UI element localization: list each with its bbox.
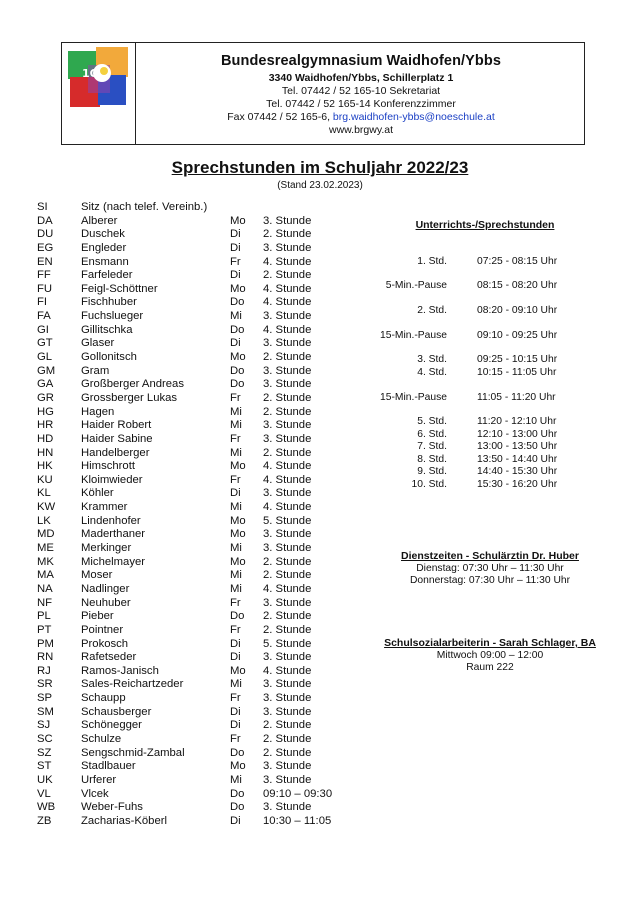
teacher-code: SJ (37, 719, 51, 732)
teacher-code: UK (37, 773, 53, 786)
teacher-code: DA (37, 214, 53, 227)
schedule-period: 9. Std. (417, 466, 447, 477)
teacher-row (37, 542, 357, 556)
teacher-row (37, 678, 357, 692)
teacher-day: Mi (230, 310, 242, 323)
teacher-name: Grossberger Lukas (81, 391, 178, 404)
schedule-time: 11:20 - 12:10 Uhr (477, 416, 557, 427)
teacher-day: Di (230, 228, 241, 241)
teacher-row (37, 597, 357, 611)
teacher-day: Di (230, 651, 241, 664)
schedule-period: 8. Std. (417, 454, 447, 465)
email-link[interactable]: brg.waidhofen-ybbs@noeschule.at (332, 111, 495, 123)
teacher-time: 4. Stunde (263, 282, 312, 295)
teacher-code: GM (37, 364, 56, 377)
teacher-day: Do (230, 801, 245, 814)
teacher-name: Alberer (81, 214, 118, 227)
teacher-name: Urferer (81, 773, 117, 786)
schedule-period: 5. Std. (417, 416, 447, 427)
teacher-name: Haider Sabine (81, 432, 153, 445)
teacher-day: Mo (230, 528, 246, 541)
teacher-day: Fr (230, 623, 241, 636)
teacher-code: SP (37, 692, 53, 705)
teacher-row (37, 665, 357, 679)
teacher-time: 3. Stunde (263, 419, 312, 432)
teacher-time: 3. Stunde (263, 310, 312, 323)
teacher-code: SI (37, 201, 48, 213)
teacher-row (37, 392, 357, 406)
doctor-line: Donnerstag: 07:30 Uhr – 11:30 Uhr (409, 575, 571, 586)
teacher-time: 3. Stunde (263, 378, 312, 391)
teacher-row (37, 283, 357, 297)
teacher-name: Farfeleder (81, 269, 133, 282)
social-worker-line: Raum 222 (466, 662, 514, 673)
teacher-code: GR (37, 391, 54, 404)
teacher-day: Mi (230, 678, 242, 691)
teacher-day: Mi (230, 542, 242, 555)
doctor-title: Dienstzeiten - Schulärztin Dr. Huber (401, 550, 579, 562)
teacher-day: Mo (230, 760, 246, 773)
teacher-row (37, 406, 357, 420)
teacher-day: Do (230, 364, 245, 377)
teacher-day: Fr (230, 732, 241, 745)
teacher-code: ME (37, 542, 54, 555)
teacher-day: Fr (230, 255, 241, 268)
teacher-time: 3. Stunde (263, 596, 312, 609)
teacher-code: WB (37, 801, 56, 814)
teacher-day: Do (230, 610, 245, 623)
teacher-row (37, 692, 357, 706)
teacher-time: 3. Stunde (263, 773, 312, 786)
fax-number: Fax 07442 / 52 165-6, (227, 111, 333, 123)
teacher-code: NA (37, 582, 53, 595)
teacher-code: KU (37, 473, 53, 486)
schedule-period: 6. Std. (417, 429, 447, 440)
teacher-name: Großberger Andreas (81, 378, 184, 391)
teacher-row (37, 747, 357, 761)
social-worker-section (360, 637, 620, 674)
teacher-name: Fuchslueger (81, 310, 144, 323)
teacher-row (37, 201, 357, 215)
teacher-name: Gram (81, 364, 110, 377)
teacher-name: Lindenhofer (81, 514, 141, 527)
teacher-row (37, 638, 357, 652)
school-name: Bundesrealgymnasium Waidhofen/Ybbs (220, 53, 502, 69)
teacher-name: Rafetseder (81, 651, 137, 664)
teacher-name: Prokosch (81, 637, 129, 650)
teacher-row (37, 296, 357, 310)
social-worker-title: Schulsozialarbeiterin - Sarah Schlager, BA (384, 637, 596, 649)
teacher-name: Krammer (81, 501, 128, 514)
social-worker-line: Mittwoch 09:00 – 12:00 (436, 650, 544, 661)
teacher-day: Do (230, 746, 245, 759)
teacher-row (37, 788, 357, 802)
teacher-row (37, 556, 357, 570)
teacher-name: Himschrott (81, 460, 135, 473)
teacher-time: 2. Stunde (263, 405, 312, 418)
teacher-day: Mo (230, 460, 246, 473)
teacher-name: Vlcek (81, 787, 109, 800)
teacher-time: 4. Stunde (263, 323, 312, 336)
teacher-time: 2. Stunde (263, 351, 312, 364)
teacher-time: 2. Stunde (263, 719, 312, 732)
teacher-name: Merkinger (81, 542, 132, 555)
teacher-day: Mo (230, 282, 246, 295)
teacher-day: Fr (230, 692, 241, 705)
teacher-time: 3. Stunde (263, 692, 312, 705)
doctor-line: Dienstag: 07:30 Uhr – 11:30 Uhr (416, 563, 564, 574)
teacher-time: 2. Stunde (263, 555, 312, 568)
teacher-code: PM (37, 637, 54, 650)
schedule-time: 14:40 - 15:30 Uhr (477, 466, 558, 477)
teacher-day: Di (230, 705, 241, 718)
teacher-code: FA (37, 310, 51, 323)
teacher-time: 3. Stunde (263, 760, 312, 773)
teacher-time: 2. Stunde (263, 569, 312, 582)
teacher-code: MA (37, 569, 54, 582)
teacher-code: FF (37, 269, 51, 282)
teacher-row (37, 419, 357, 433)
teacher-day: Mo (230, 664, 246, 677)
svg-text:1O: 1O (82, 67, 100, 80)
teacher-code: SZ (37, 746, 52, 759)
schedule-period: 5-Min.-Pause (385, 280, 447, 291)
tel-conference: Tel. 07442 / 52 165-14 Konferenzzimmer (266, 98, 456, 110)
teacher-code: ZB (37, 814, 52, 827)
teacher-time: 2. Stunde (263, 746, 312, 759)
teacher-time: 3. Stunde (263, 214, 312, 227)
schedule-time: 13:50 - 14:40 Uhr (477, 454, 558, 465)
teacher-time: 4. Stunde (263, 582, 312, 595)
teacher-code: SC (37, 732, 53, 745)
teacher-day: Fr (230, 391, 241, 404)
teacher-list (37, 201, 357, 828)
teacher-name: Moser (81, 569, 113, 582)
teacher-time: 3. Stunde (263, 705, 312, 718)
teacher-time: 09:10 – 09:30 (263, 787, 333, 800)
teacher-time: 3. Stunde (263, 364, 312, 377)
school-address: 3340 Waidhofen/Ybbs, Schillerplatz 1 (268, 72, 454, 84)
teacher-name: Ensmann (81, 255, 129, 268)
teacher-code: PL (37, 610, 51, 623)
teacher-code: VL (37, 787, 51, 800)
teacher-code: LK (37, 514, 51, 527)
teacher-row (37, 351, 357, 365)
teacher-name: Pieber (81, 610, 114, 623)
school-logo (66, 47, 130, 111)
teacher-name: Haider Robert (81, 419, 152, 432)
teacher-code: GI (37, 323, 49, 336)
teacher-row (37, 378, 357, 392)
teacher-code: HN (37, 446, 54, 459)
teacher-code: MD (37, 528, 55, 541)
teacher-name: Hagen (81, 405, 115, 418)
teacher-time: 5. Stunde (263, 637, 312, 650)
teacher-row (37, 528, 357, 542)
website[interactable]: www.brgwy.at (329, 124, 393, 136)
teacher-row (37, 460, 357, 474)
teacher-day: Mo (230, 514, 246, 527)
teacher-code: NF (37, 596, 53, 609)
teacher-name: Zacharias-Köberl (81, 814, 168, 827)
teacher-row (37, 610, 357, 624)
schedule-time: 13:00 - 13:50 Uhr (477, 441, 558, 452)
teacher-time: 2. Stunde (263, 228, 312, 241)
schedule-period: 2. Std. (417, 305, 447, 316)
teacher-name: Gillitschka (81, 323, 133, 336)
teacher-time: 3. Stunde (263, 487, 312, 500)
schedule-period: 3. Std. (417, 354, 447, 365)
teacher-code: FU (37, 282, 53, 295)
teacher-day: Mi (230, 405, 242, 418)
teacher-row (37, 474, 357, 488)
teacher-code: GL (37, 351, 53, 364)
teacher-day: Mi (230, 446, 242, 459)
teacher-day: Do (230, 787, 245, 800)
teacher-row (37, 815, 357, 829)
teacher-day: Fr (230, 596, 241, 609)
teacher-day: Di (230, 337, 241, 350)
teacher-time: 4. Stunde (263, 255, 312, 268)
teacher-row (37, 365, 357, 379)
teacher-name: Nadlinger (81, 582, 130, 595)
teacher-time: 2. Stunde (263, 269, 312, 282)
teacher-day: Fr (230, 432, 241, 445)
teacher-day: Mi (230, 569, 242, 582)
teacher-code: GA (37, 378, 54, 391)
teacher-row (37, 215, 357, 229)
schedule-period: 10. Std. (411, 479, 447, 490)
teacher-code: HG (37, 405, 54, 418)
letterhead (61, 42, 585, 145)
teacher-name: Schulze (81, 732, 122, 745)
teacher-code: FI (37, 296, 48, 309)
schedule-time: 11:05 - 11:20 Uhr (477, 392, 556, 403)
teacher-row (37, 269, 357, 283)
teacher-time: 2. Stunde (263, 623, 312, 636)
schedule-time: 08:15 - 08:20 Uhr (477, 280, 558, 291)
teacher-time: 4. Stunde (263, 296, 312, 309)
teacher-name: Schönegger (81, 719, 142, 732)
teacher-name: Sengschmid-Zambal (81, 746, 185, 759)
teacher-day: Di (230, 719, 241, 732)
teacher-day: Do (230, 323, 245, 336)
teacher-day: Do (230, 296, 245, 309)
teacher-day: Mi (230, 582, 242, 595)
schedule-period: 15-Min.-Pause (380, 330, 447, 341)
teacher-time: 3. Stunde (263, 801, 312, 814)
teacher-day: Fr (230, 473, 241, 486)
teacher-time: 4. Stunde (263, 460, 312, 473)
teacher-code: HD (37, 432, 54, 445)
teacher-code: EN (37, 255, 53, 268)
teacher-name: Ramos-Janisch (81, 664, 159, 677)
teacher-row (37, 569, 357, 583)
teacher-name: Neuhuber (81, 596, 131, 609)
teacher-day: Mi (230, 419, 242, 432)
teacher-name: Stadlbauer (81, 760, 136, 773)
teacher-day: Mi (230, 501, 242, 514)
teacher-row (37, 310, 357, 324)
schedule-time: 10:15 - 11:05 Uhr (477, 367, 557, 378)
teacher-code: RJ (37, 664, 51, 677)
teacher-name: Maderthaner (81, 528, 146, 541)
teacher-code: HK (37, 460, 53, 473)
page-subtitle: (Stand 23.02.2023) (277, 180, 363, 191)
doctor-section (360, 550, 620, 587)
teacher-time: 2. Stunde (263, 446, 312, 459)
teacher-time: 4. Stunde (263, 473, 312, 486)
teacher-day: Di (230, 637, 241, 650)
teacher-row (37, 583, 357, 597)
teacher-time: 3. Stunde (263, 337, 312, 350)
schedule-time: 09:10 - 09:25 Uhr (477, 330, 558, 341)
teacher-row (37, 515, 357, 529)
teacher-row (37, 774, 357, 788)
teacher-name: Engleder (81, 241, 127, 254)
teacher-row (37, 501, 357, 515)
teacher-name: Michelmayer (81, 555, 146, 568)
teacher-row (37, 487, 357, 501)
teacher-time: 3. Stunde (263, 542, 312, 555)
schedule-time: 08:20 - 09:10 Uhr (477, 305, 558, 316)
teacher-code: GT (37, 337, 53, 350)
teacher-time: 2. Stunde (263, 391, 312, 404)
teacher-code: HR (37, 419, 54, 432)
schedule-time: 15:30 - 16:20 Uhr (477, 479, 558, 490)
teacher-time: 3. Stunde (263, 241, 312, 254)
teacher-name: Feigl-Schöttner (81, 282, 158, 295)
teacher-day: Mi (230, 773, 242, 786)
schedule-time: 07:25 - 08:15 Uhr (477, 256, 558, 267)
schedule-title: Unterrichts-/Sprechstunden (415, 219, 555, 231)
teacher-name: Glaser (81, 337, 115, 350)
teacher-code: ST (37, 760, 52, 773)
teacher-day: Mo (230, 555, 246, 568)
schedule-period: 1. Std. (417, 256, 447, 267)
teacher-day: Mo (230, 214, 246, 227)
tel-secretariat: Tel. 07442 / 52 165-10 Sekretariat (281, 85, 441, 97)
teacher-name: Köhler (81, 487, 114, 500)
teacher-row (37, 433, 357, 447)
schedule-period: 7. Std. (417, 441, 447, 452)
page-title: Sprechstunden im Schuljahr 2022/23 (171, 158, 469, 177)
schedule-period: 4. Std. (417, 367, 447, 378)
teacher-time: 3. Stunde (263, 651, 312, 664)
teacher-time: 5. Stunde (263, 514, 312, 527)
teacher-day: Di (230, 269, 241, 282)
teacher-time: 2. Stunde (263, 732, 312, 745)
teacher-name: Handelberger (81, 446, 150, 459)
teacher-row (37, 256, 357, 270)
teacher-time: 4. Stunde (263, 501, 312, 514)
teacher-row (37, 651, 357, 665)
teacher-row (37, 624, 357, 638)
teacher-name: Sitz (nach telef. Vereinb.) (81, 201, 208, 213)
teacher-time: 10:30 – 11:05 (263, 814, 332, 827)
teacher-time: 4. Stunde (263, 664, 312, 677)
teacher-row (37, 719, 357, 733)
teacher-day: Do (230, 378, 245, 391)
teacher-code: SR (37, 678, 53, 691)
fax-email-line (136, 111, 586, 124)
teacher-row (37, 706, 357, 720)
teacher-name: Schausberger (81, 705, 152, 718)
teacher-day: Di (230, 487, 241, 500)
teacher-code: DU (37, 228, 54, 241)
teacher-code: RN (37, 651, 54, 664)
teacher-name: Schaupp (81, 692, 126, 705)
teacher-code: EG (37, 241, 54, 254)
teacher-row (37, 337, 357, 351)
teacher-code: KL (37, 487, 51, 500)
teacher-row (37, 242, 357, 256)
teacher-row (37, 447, 357, 461)
teacher-day: Mo (230, 351, 246, 364)
teacher-row (37, 760, 357, 774)
teacher-time: 2. Stunde (263, 610, 312, 623)
schedule-time: 12:10 - 13:00 Uhr (477, 429, 558, 440)
teacher-code: MK (37, 555, 54, 568)
teacher-time: 3. Stunde (263, 528, 312, 541)
teacher-day: Di (230, 241, 241, 254)
schedule-time: 09:25 - 10:15 Uhr (477, 354, 558, 365)
teacher-name: Duschek (81, 228, 125, 241)
teacher-name: Fischhuber (81, 296, 137, 309)
teacher-row (37, 324, 357, 338)
teacher-row (37, 733, 357, 747)
teacher-code: SM (37, 705, 54, 718)
teacher-code: PT (37, 623, 52, 636)
teacher-row (37, 801, 357, 815)
schedule-period: 15-Min.-Pause (380, 392, 447, 403)
teacher-time: 3. Stunde (263, 432, 312, 445)
teacher-code: KW (37, 501, 56, 514)
teacher-name: Pointner (81, 623, 124, 636)
teacher-name: Kloimwieder (81, 473, 143, 486)
teacher-name: Sales-Reichartzeder (81, 678, 184, 691)
teacher-day: Di (230, 814, 241, 827)
teacher-name: Weber-Fuhs (81, 801, 143, 814)
teacher-time: 3. Stunde (263, 678, 312, 691)
teacher-row (37, 228, 357, 242)
teacher-name: Gollonitsch (81, 351, 137, 364)
